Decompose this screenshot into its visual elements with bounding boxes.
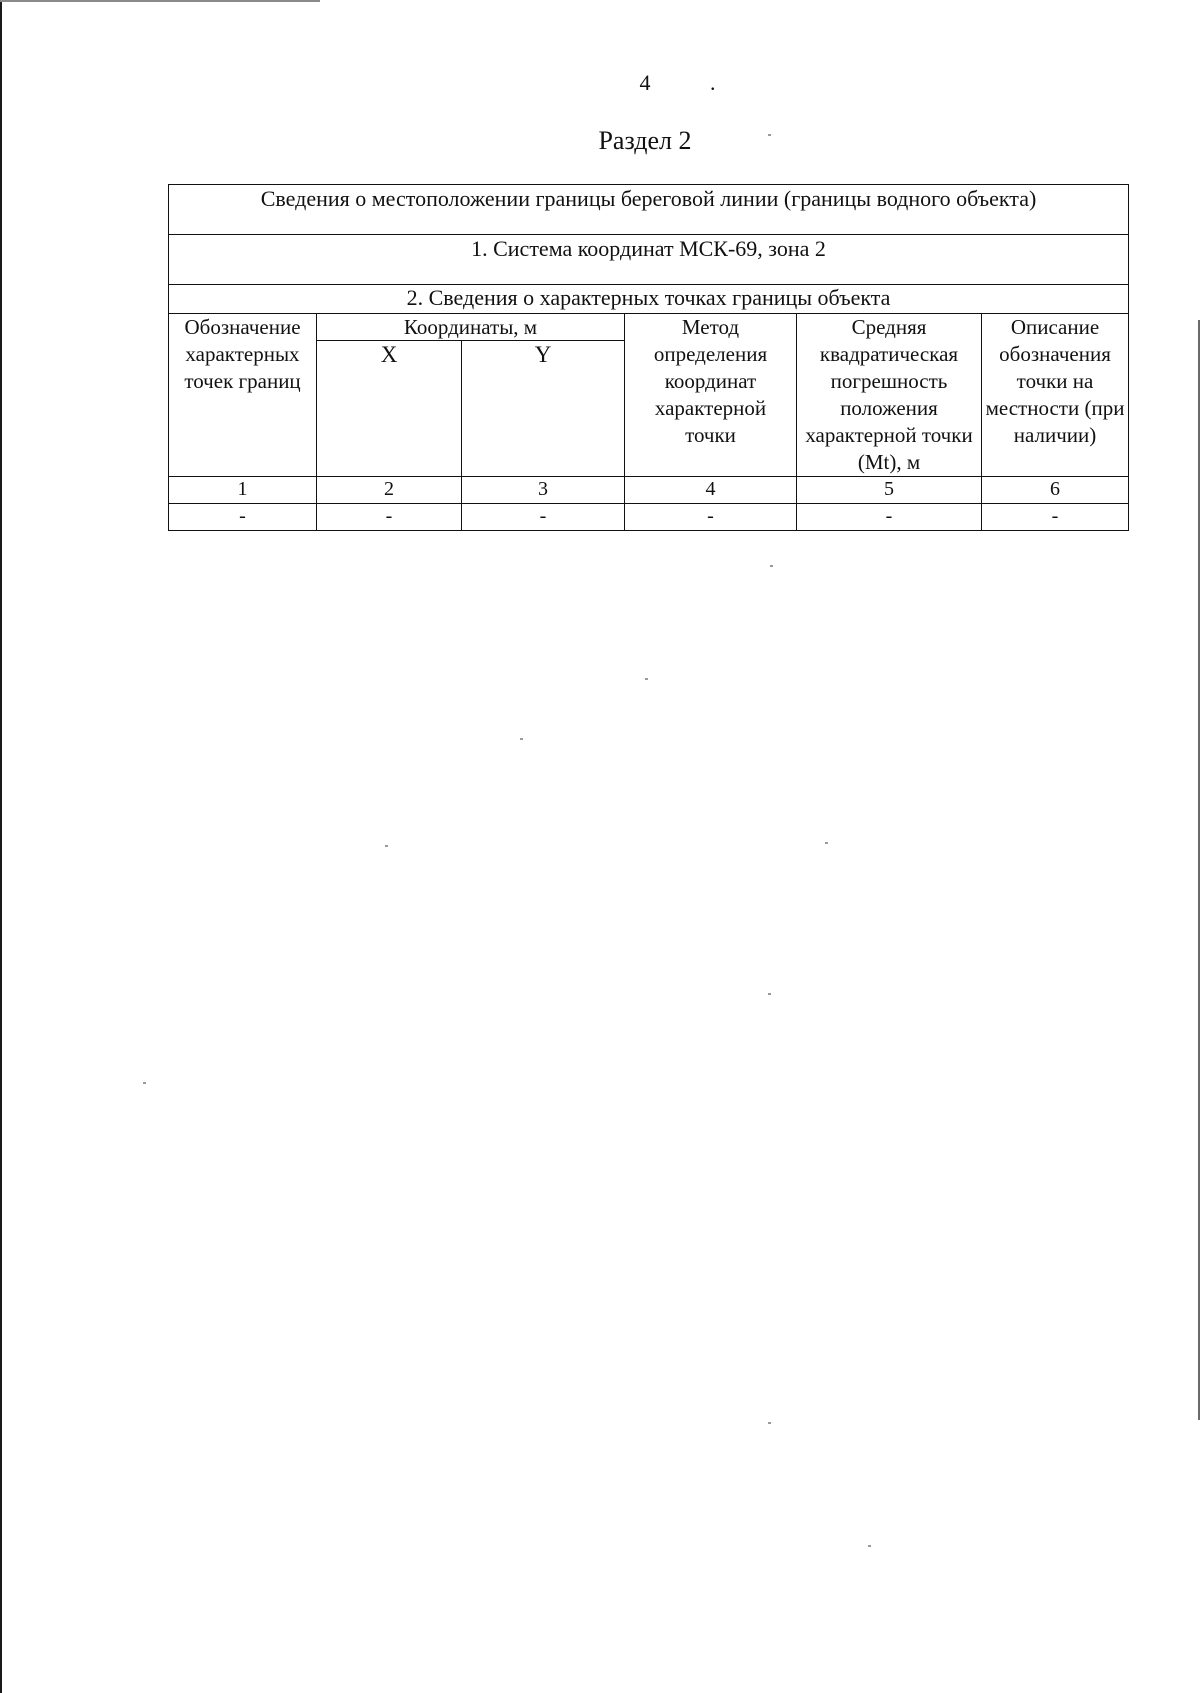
scan-edge-left — [0, 0, 2, 1693]
header-description: Описание обозначения точки на местности (при наличии) — [982, 314, 1129, 477]
column-number: 1 — [169, 477, 317, 504]
table-cell: - — [462, 504, 625, 531]
scan-speck — [825, 842, 828, 844]
table-cell: - — [317, 504, 462, 531]
scan-speck — [770, 565, 773, 567]
table-row — [169, 504, 1129, 531]
table-cell: - — [797, 504, 982, 531]
scan-speck — [768, 993, 771, 995]
column-number: 4 — [625, 477, 797, 504]
scan-speck — [768, 1422, 771, 1424]
table-banner: Сведения о местоположении границы береговой линии (границы водного объекта) — [169, 185, 1129, 235]
scan-speck — [143, 1082, 146, 1084]
scan-speck — [768, 134, 771, 136]
header-error: Средняя квадратическая погрешность положения характерной точки (Mt), м — [797, 314, 982, 477]
page-number-dot: . — [710, 70, 716, 95]
header-designation: Обозначение характерных точек границ — [169, 314, 317, 477]
header-x: X — [317, 341, 462, 477]
section-title: Раздел 2 — [598, 126, 692, 155]
header-row — [169, 314, 1129, 341]
column-number: 2 — [317, 477, 462, 504]
scan-speck — [645, 678, 648, 680]
table-cell: - — [169, 504, 317, 531]
table-cell: - — [625, 504, 797, 531]
column-number-row — [169, 477, 1129, 504]
scan-edge-top — [0, 0, 320, 2]
coordinate-system: 1. Система координат МСК-69, зона 2 — [169, 235, 1129, 285]
points-title: 2. Сведения о характерных точках границы объекта — [169, 285, 1129, 314]
table-banner-row — [169, 185, 1129, 235]
boundary-table — [168, 184, 1129, 531]
column-number: 3 — [462, 477, 625, 504]
column-number: 6 — [982, 477, 1129, 504]
points-title-row — [169, 285, 1129, 314]
coordinate-system-row — [169, 235, 1129, 285]
header-coordinates: Координаты, м — [317, 314, 625, 341]
scan-speck — [868, 1545, 871, 1547]
header-y: Y — [462, 341, 625, 477]
column-number: 5 — [797, 477, 982, 504]
scan-speck — [385, 845, 388, 847]
table-cell: - — [982, 504, 1129, 531]
page-number: 4 — [639, 70, 651, 95]
scan-speck — [520, 738, 523, 740]
header-method: Метод определения координат характерной точки — [625, 314, 797, 477]
